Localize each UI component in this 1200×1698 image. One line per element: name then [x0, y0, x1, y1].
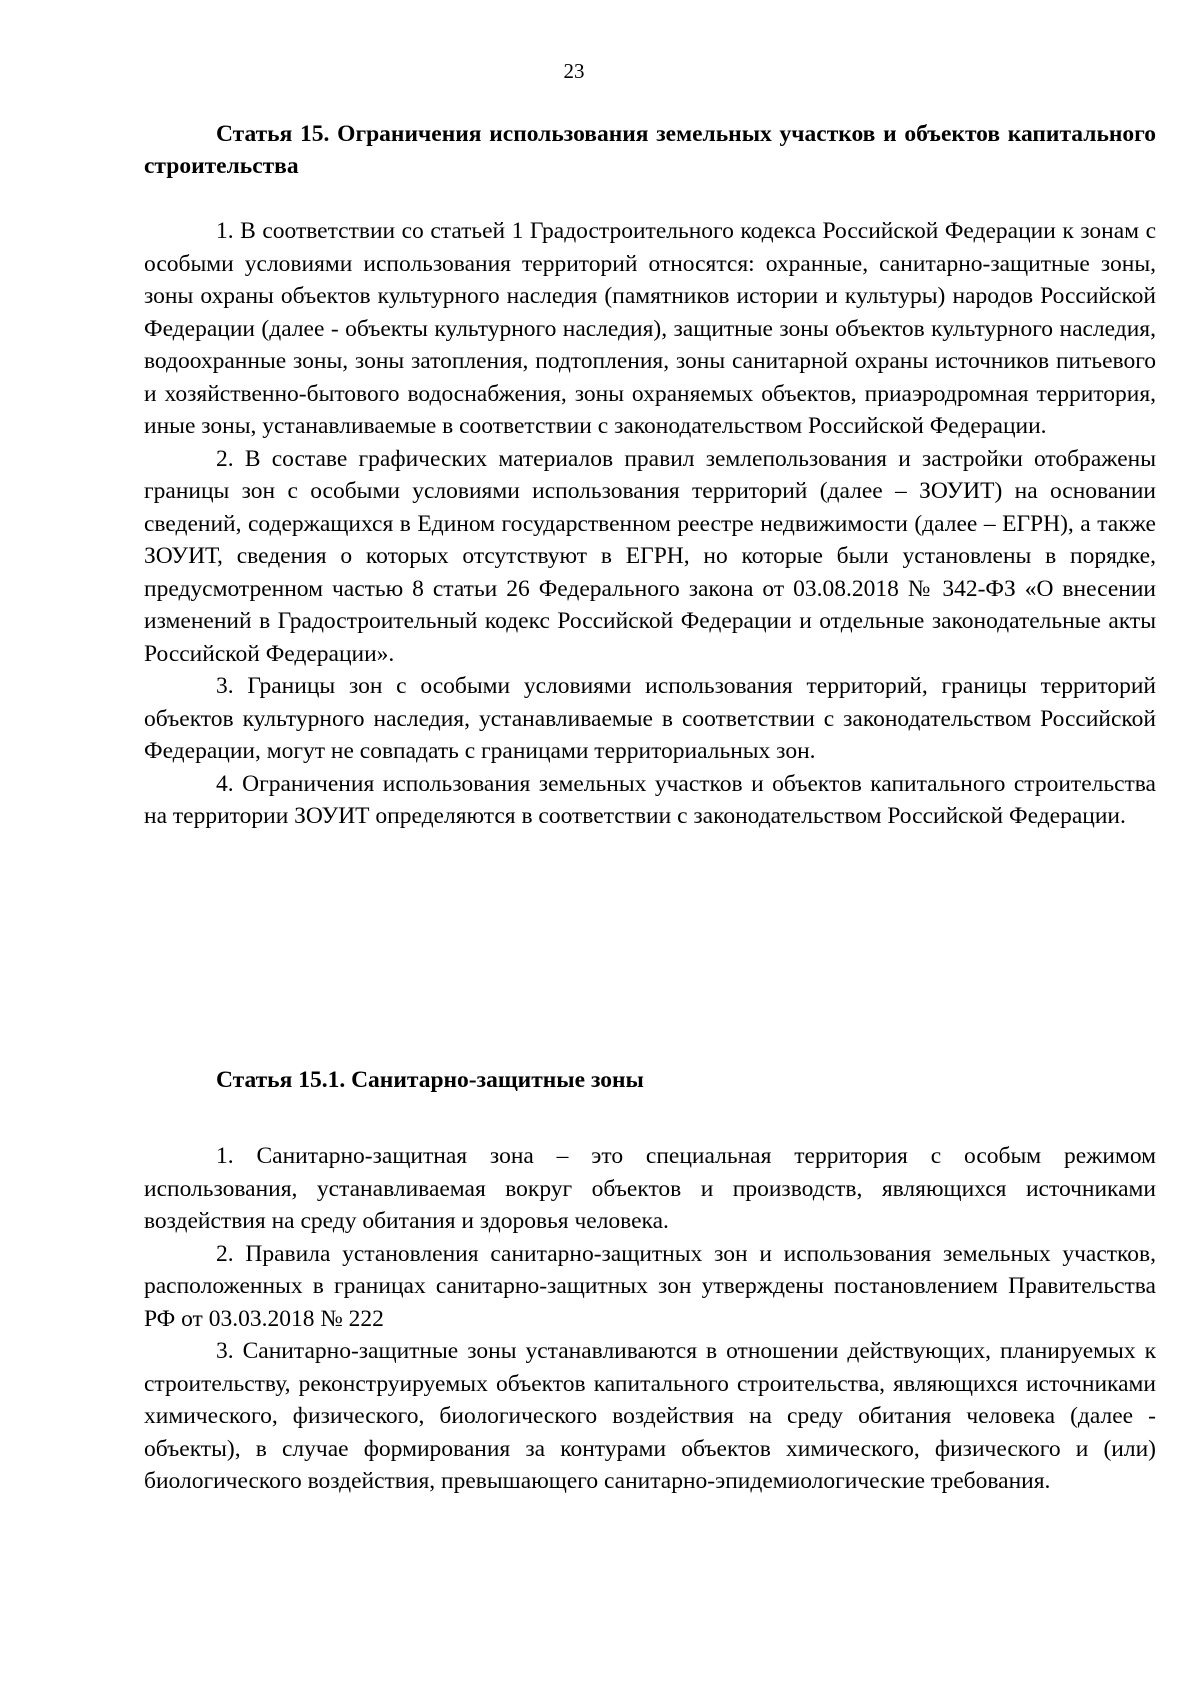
article-15-1-paragraph-2: 2. Правила установления санитарно-защитных зон и использования земельных участков, расположенных в границах санитарно-защитных зон утверждены постановлением Правительства РФ от 03.03.2018 № 222: [144, 1240, 1156, 1332]
article-15-1-paragraph-1: 1. Санитарно-защитная зона – это специальная территория с особым режимом использования, устанавливаемая вокруг объектов и производств, являющихся источниками воздействия на среду обитания и здоровья человека.: [144, 1143, 1156, 1234]
page-number: 23: [563, 59, 585, 83]
article-15-1-body: [144, 1140, 1156, 1498]
article-15-paragraph-2: 2. В составе графических материалов правил землепользования и застройки отображены границы зон с особыми условиями использования территорий (далее – ЗОУИТ) на основании сведений, содержащихся в Едином государственном реестре недвижимости (далее – ЕГРН), а также ЗОУИТ, сведения о которых отсутствуют в ЕГРН, но которые были установлены в порядке, предусмотренном частью 8 статьи 26 Федерального закона от 03.08.2018 № 342-ФЗ «О внесении изменений в Градостроительный кодекс Российской Федерации и отдельные законодательные акты Российской Федерации».: [144, 445, 1156, 667]
article-15-paragraph-4: 4. Ограничения использования земельных участков и объектов капитального строительства на территории ЗОУИТ определяются в соответствии с законодательством Российской Федерации.: [144, 770, 1156, 829]
article-15-body: [144, 215, 1156, 833]
article-15-title: Статья 15. Ограничения использования земельных участков и объектов капитального строительства: [144, 121, 1156, 179]
article-15-1-title: Статья 15.1. Санитарно-защитные зоны: [216, 1067, 644, 1093]
article-15-1-paragraph-3: 3. Санитарно-защитные зоны устанавливаются в отношении действующих, планируемых к строительству, реконструируемых объектов капитального строительства, являющихся источниками химического, физического, биологического воздействия на среду обитания человека (далее - объекты), в случае формирования за контурами объектов химического, физического и (или) биологического воздействия, превышающего санитарно-эпидемиологические требования.: [144, 1338, 1156, 1494]
document-page: [144, 0, 1156, 1698]
article-15-paragraph-1: 1. В соответствии со статьей 1 Градостроительного кодекса Российской Федерации к зонам с особыми условиями использования территорий относятся: охранные, санитарно-защитные зоны, зоны охраны объектов культурного наследия (памятников истории и культуры) народов Российской Федерации (далее - объекты культурного наследия), защитные зоны объектов культурного наследия, водоохранные зоны, зоны затопления, подтопления, зоны санитарной охраны источников питьевого и хозяйственно-бытового водоснабжения, зоны охраняемых объектов, приаэродромная территория, иные зоны, устанавливаемые в соответствии с законодательством Российской Федерации.: [144, 218, 1156, 439]
article-15-paragraph-3: 3. Границы зон с особыми условиями использования территорий, границы территорий объектов культурного наследия, устанавливаемые в соответствии с законодательством Российской Федерации, могут не совпадать с границами территориальных зон.: [144, 673, 1156, 764]
